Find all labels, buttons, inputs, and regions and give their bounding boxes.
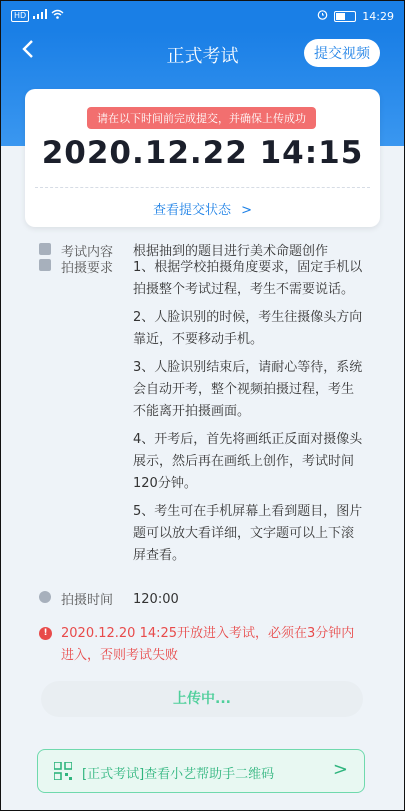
qr-code-icon (54, 762, 72, 780)
dashed-divider (35, 187, 370, 188)
deadline-datetime: 2020.12.22 14:15 (41, 135, 364, 171)
battery-icon (334, 11, 356, 22)
status-bar (1, 1, 404, 31)
chevron-right-icon: > (332, 759, 348, 780)
status-left (11, 9, 64, 22)
requirement-item: 2、人脸识别的时候，考生往摄像头方向靠近，不要移动手机。 (133, 310, 363, 347)
requirement-item: 4、开考后，首先将画纸正反面对摄像头展示，然后再在画纸上创作，考试时间120分钟。 (133, 432, 363, 491)
shooting-time-value: 120:00 (133, 592, 179, 607)
requirement-item: 1、根据学校拍摄角度要求，固定手机以拍摄整个考试过程，考生不需要说话。 (133, 260, 363, 297)
shooting-requirements-label: 拍摄要求 (61, 261, 114, 276)
qr-code-label: [正式考试]查看小艺帮助手二维码 (82, 767, 275, 782)
chevron-right-icon: > (241, 203, 253, 218)
hd-badge: HD (11, 10, 29, 22)
check-submission-status-link[interactable] (25, 199, 380, 218)
deadline-card (25, 89, 380, 227)
page-title: 正式考试 (166, 46, 239, 67)
requirement-item: 5、考生可在手机屏幕上看到题目，图片题可以放大看详细，文字题可以上下滚屏查看。 (133, 504, 363, 563)
uploading-button[interactable]: 上传中... (41, 681, 363, 717)
shooting-time-label: 拍摄时间 (61, 593, 114, 608)
signal-icon (33, 9, 47, 22)
clock-icon (39, 591, 51, 603)
document-icon (39, 243, 51, 255)
alarm-icon (317, 9, 328, 23)
wifi-icon (51, 9, 64, 22)
status-time: 14:29 (362, 9, 394, 23)
exam-content-label: 考试内容 (61, 245, 114, 260)
submit-video-button[interactable]: 提交视频 (304, 39, 380, 67)
warning-icon: ! (39, 627, 52, 640)
camera-icon (39, 259, 51, 271)
warning-text: 2020.12.20 14:25开放进入考试，必须在3分钟内进入，否则考试失败 (61, 626, 355, 663)
status-right (317, 9, 394, 23)
submission-notice: 请在以下时间前完成提交，并确保上传成功 (87, 107, 316, 129)
shooting-requirements-list (133, 257, 365, 567)
exam-content-value: 根据抽到的题目进行美术命题创作 (133, 244, 329, 259)
requirement-item: 3、人脸识别结束后，请耐心等待，系统会自动开考，整个视频拍摄过程，考生不能离开拍摄画面。 (133, 360, 363, 419)
check-status-label: 查看提交状态 (152, 203, 231, 218)
qr-code-helper-bar[interactable] (37, 749, 365, 793)
